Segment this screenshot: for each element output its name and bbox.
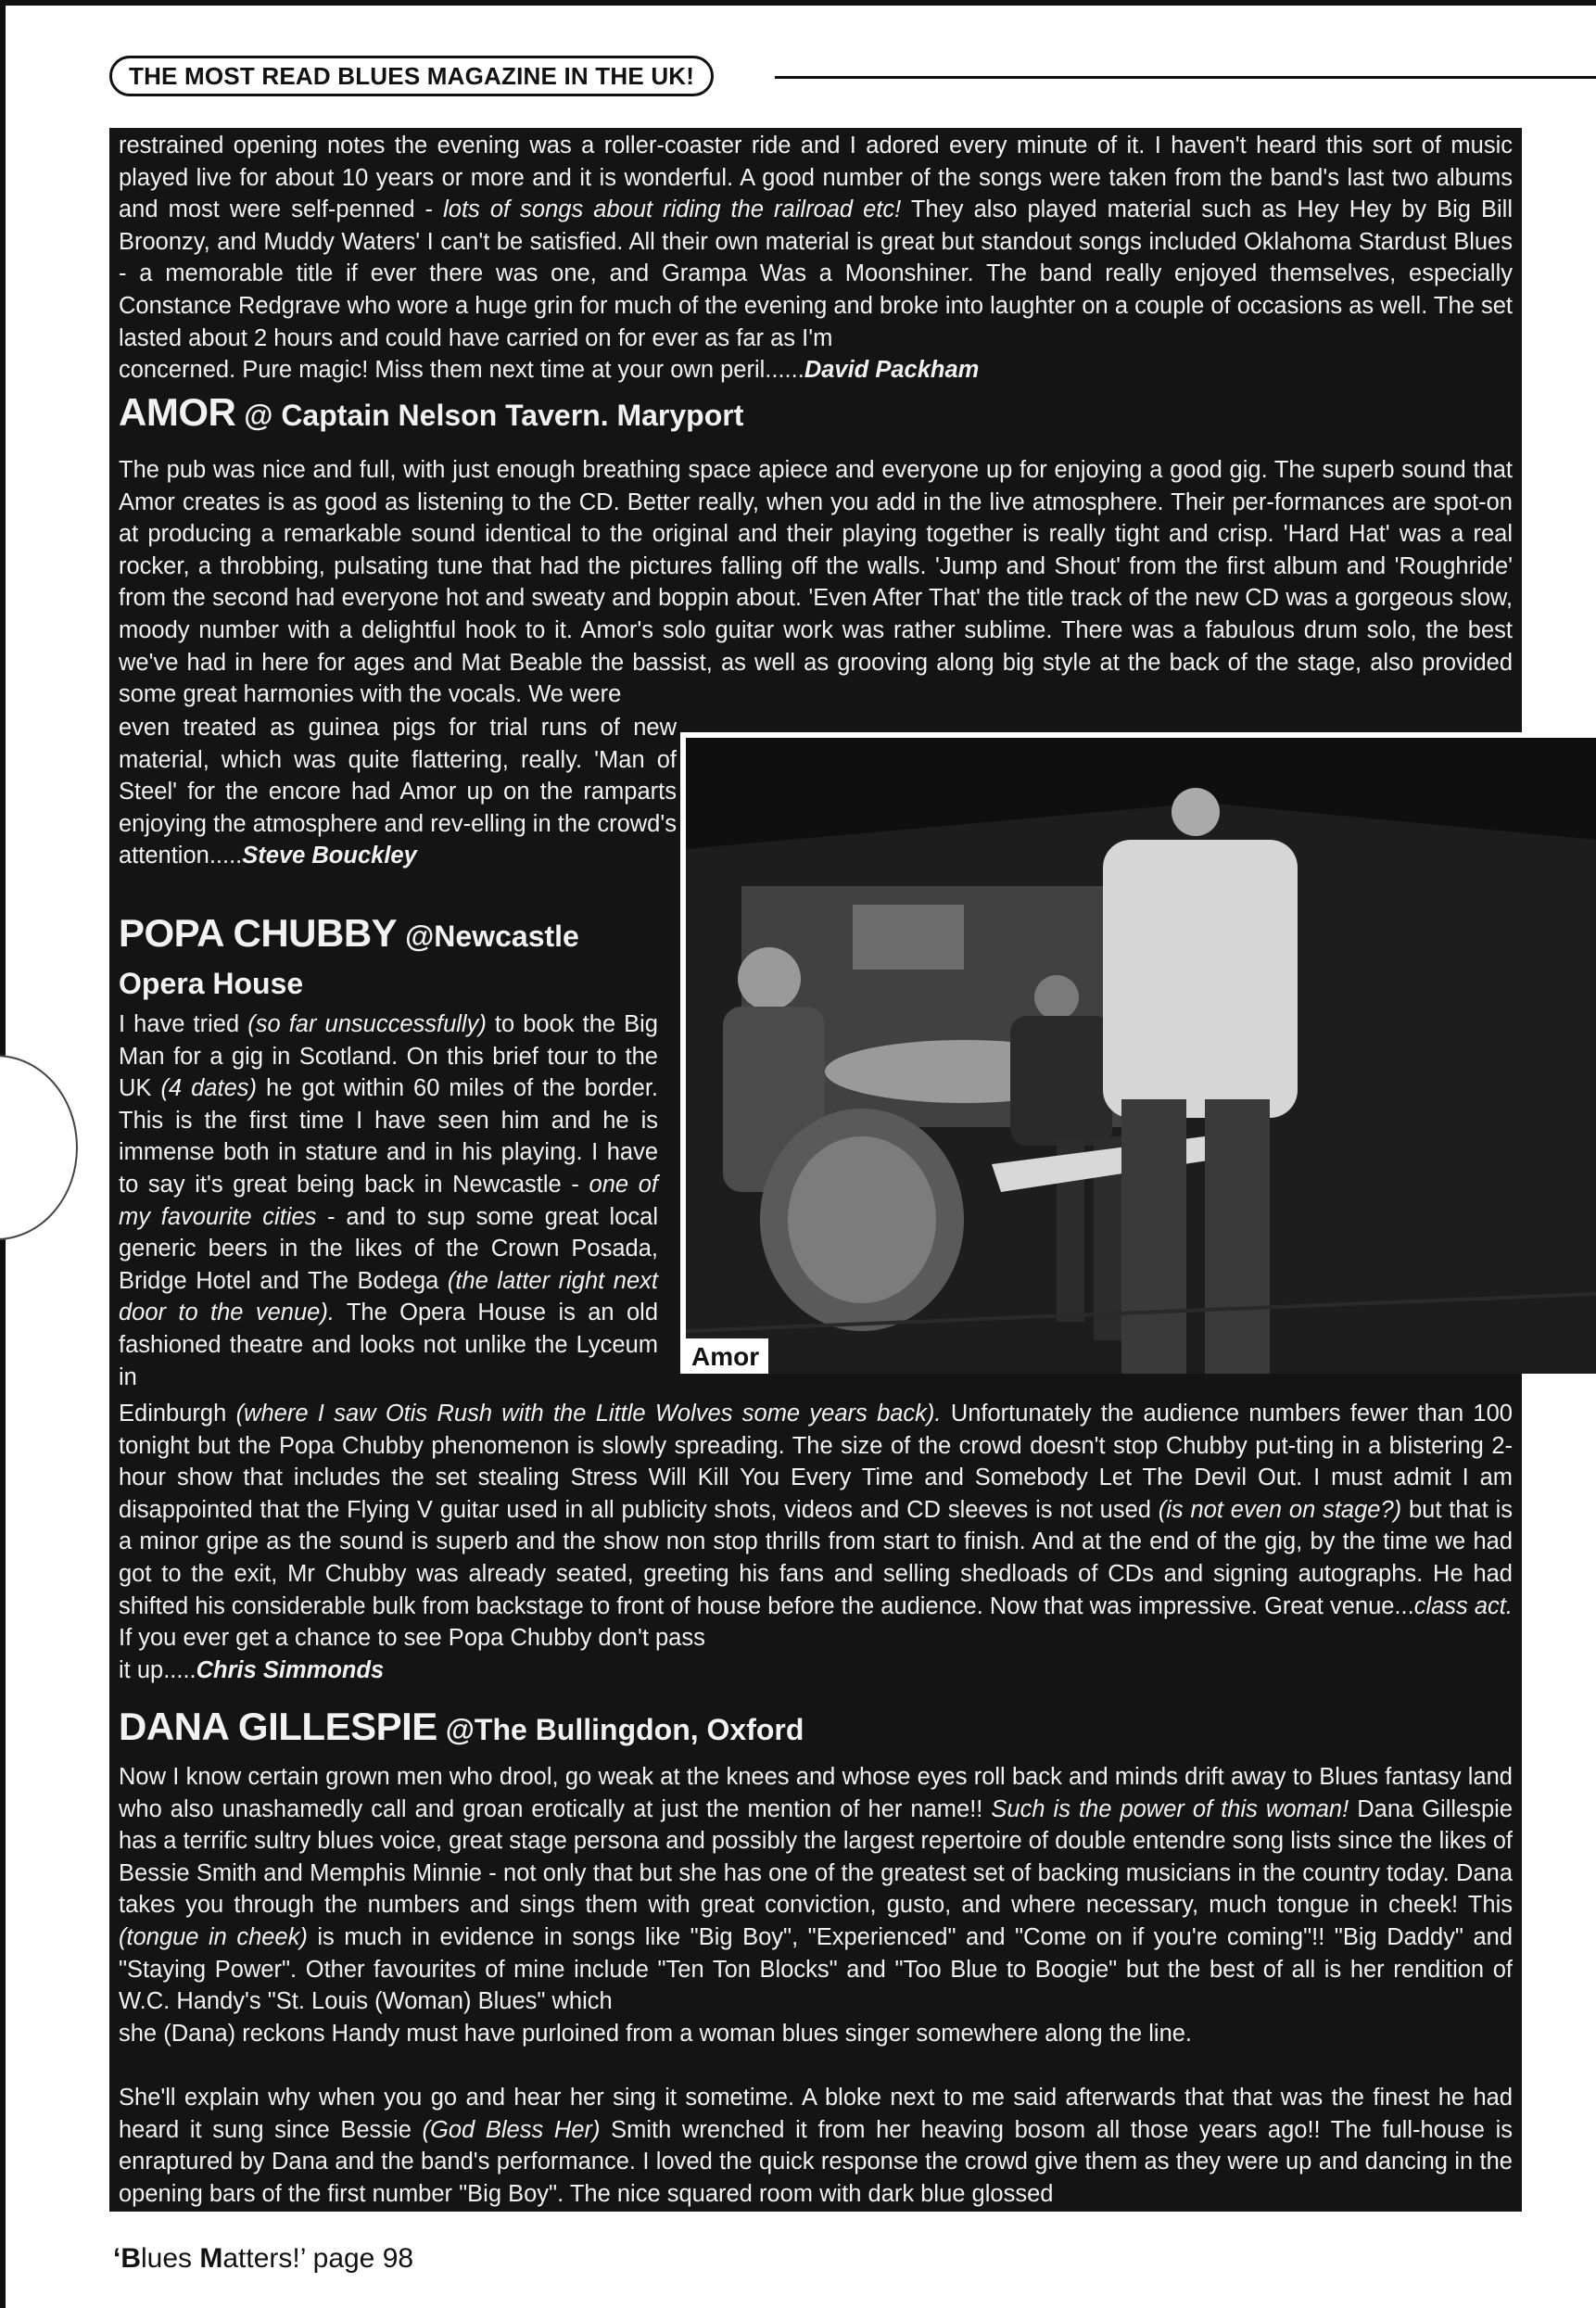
band-photo <box>680 732 1596 1374</box>
dana-paragraph-1-last: she (Dana) reckons Handy must have purloined from a woman blues singer somewhere along the line. <box>119 2020 1193 2047</box>
venue-name: @Newcastle <box>397 919 579 953</box>
intro-paragraph <box>119 130 1513 387</box>
popa-paragraph-wide: Edinburgh (where I saw Otis Rush with the Little Wolves some years back). Unfortunately the audience numbers fewer than 100 tonight but the Popa Chubby phenomenon is slowly spreading. The size of the crowd doesn't stop Chubby put-ting in a blistering 2-hour show that includes the set stealing Stress Will Kill You Every Time and Somebody Let The Devil Out. I must admit I am disappointed that the Flying V guitar used in all publicity shots, videos and CD sleeves is not used (is not even on stage?) but that is a minor gripe as the sound is superb and the show non stop thrills from start to finish. And at the end of the gig, by the time we had got to the exit, Mr Chubby was already seated, greeting his fans and selling shedloads of CDs and signing autographs. He had shifted his considerable bulk from backstage to front of house before the audience. Now that was impressive. Great venue...class act. If you ever get a chance to see Popa Chubby don't pass it up.....Chris Simmonds <box>119 1398 1513 1686</box>
popa-last-line: it up.....Chris Simmonds <box>119 1656 385 1683</box>
venue-name-line-2: Opera House <box>119 967 304 1000</box>
concert-photo-illustration <box>686 738 1596 1374</box>
dana-paragraph-2: She'll explain why when you go and hear her sing it sometime. A bloke next to me said afterwards that that was the finest he had heard it sung since Bessie (God Bless Her) Smith wrenched it from her heaving bosom all those years ago!! The full-house is enraptured by Dana and the band's performance. I loved the quick response the crowd give them as they were up and dancing in the opening bars of the first number "Big Boy". The nice squared room with dark blue glossed <box>119 2085 1514 2207</box>
page-number: page 98 <box>305 2243 414 2274</box>
review-heading-dana-gillespie <box>119 1705 804 1749</box>
page-footer: ‘Blues Matters!’ page 98 <box>113 2243 414 2274</box>
byline-david-packham: David Packham <box>804 357 980 384</box>
popa-paragraph-narrow: I have tried (so far unsuccessfully) to book the Big Man for a gig in Scotland. On this brief tour to the UK (4 dates) he got within 60 miles of the border. This is the first time I have seen him and he is immense both in stature and in his playing. I have to say it's great being back in Newcastle - one of my favourite cities - and to sup some great local generic beers in the likes of the Crown Posada, Bridge Hotel and The Bodega (the latter right next door to the venue). The Opera House is an old fashioned theatre and looks not unlike the Lyceum in <box>119 1011 659 1390</box>
amor-paragraph-narrow: even treated as guinea pigs for trial runs of new material, which was quite flattering, really. 'Man of Steel' for the encore had Amor up on the ramparts enjoying the atmosphere and rev-elling in the crowd's attention.....Steve Bouckley <box>119 715 677 869</box>
binder-punch-hole <box>0 1055 78 1240</box>
intro-last-line: concerned. Pure magic! Miss them next time at your own peril......David Packham <box>119 357 980 384</box>
band-name: POPA CHUBBY <box>119 911 398 955</box>
review-heading-amor <box>119 390 744 435</box>
masthead-tagline: THE MOST READ BLUES MAGAZINE IN THE UK! <box>109 56 714 96</box>
byline-steve-bouckley: Steve Bouckley <box>242 843 417 869</box>
page-border <box>0 0 1596 6</box>
amor-paragraph: The pub was nice and full, with just enough breathing space apiece and everyone up for enjoying a good gig. The superb sound that Amor creates is as good as listening to the CD. Better really, when you add in the live atmosphere. Their per-formances are spot-on at producing a remarkable sound identical to the original and their playing together is really tight and crisp. 'Hard Hat' was a real rocker, a throbbing, pulsating tune that had the pictures falling off the walls. 'Jump and Shout' from the first album and 'Roughride' from the second had everyone hot and sweaty and boppin about. 'Even After That' the title track of the new CD was a gorgeous slow, moody number with a delightful hook to it. Amor's solo guitar work was rather sublime. There was a fabulous drum solo, the best we've had in here for ages and Mat Beable the bassist, as well as grooving along big style at the back of the stage, also provided some great harmonies with the vocals. We were <box>119 457 1513 708</box>
venue-name: @ Captain Nelson Tavern. Maryport <box>235 399 744 432</box>
band-photo-image <box>686 738 1596 1374</box>
masthead-rule <box>775 76 1596 79</box>
band-name: DANA GILLESPIE <box>119 1705 437 1748</box>
review-heading-popa-chubby <box>119 911 579 956</box>
band-name: AMOR <box>119 390 236 434</box>
intro-text-2: They also played material such as Hey Hey by Big Bill Broonzy, and Muddy Waters' I can't be satisfied. All their own material is great but standout songs included Oklahoma Stardust Blues - a memorable title if ever there was one, and Grampa Was a Moonshiner. The band really enjoyed themselves, especially Constance Redgrave who wore a huge grin for much of the evening and broke into laughter on a couple of occasions as well. The set lasted about 2 hours and could have carried on for ever as far as I'm <box>119 197 1513 351</box>
dana-paragraph-1: Now I know certain grown men who drool, go weak at the knees and whose eyes roll back and minds drift away to Blues fantasy land who also unashamedly call and groan erotically at just the mention of her name!! Such is the power of this woman! Dana Gillespie has a terrific sultry blues voice, great stage persona and possibly the largest repertoire of double entendre song lists since the likes of Bessie Smith and Memphis Minnie - not only that but she has one of the greatest set of backing musicians in the country today. Dana takes you through the numbers and sings them with great conviction, gusto, and where necessary, much tongue in cheek! This (tongue in cheek) is much in evidence in songs like "Big Boy", "Experienced" and "Come on if you're coming"!! "Big Daddy" and "Staying Power". Other favourites of mine include "Ten Ton Blocks" and "Too Blue to Boogie" but the best of all is her rendition of W.C. Handy's "St. Louis (Woman) Blues" which she (Dana) reckons Handy must have purloined from a woman blues singer somewhere along the line. <box>119 1761 1513 2049</box>
byline-chris-simmonds: Chris Simmonds <box>196 1656 385 1683</box>
intro-italic: lots of songs about riding the railroad etc! <box>443 197 902 223</box>
photo-caption: Amor <box>686 1338 768 1374</box>
intro-text: restrained opening notes the evening was a roller-coaster ride and I adored every minute of it. I haven't heard this sort of music played live for about 10 years or more and it is wonderful. A good number of the songs were taken from the band's last two albums and most were self-penned - <box>119 133 1513 223</box>
venue-name: @The Bullingdon, Oxford <box>437 1713 804 1746</box>
